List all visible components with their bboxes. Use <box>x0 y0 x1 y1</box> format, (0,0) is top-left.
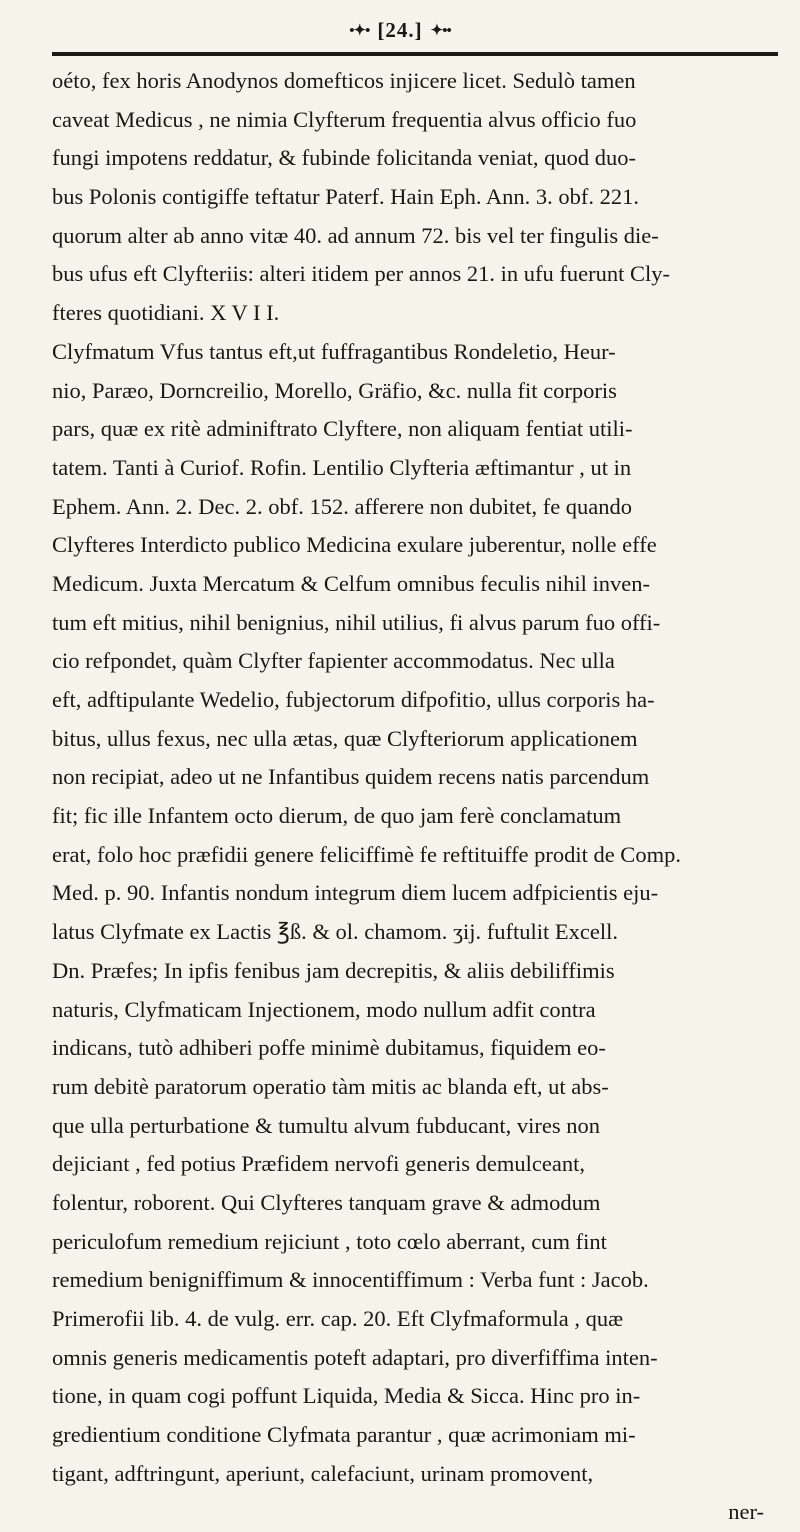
text-line: rum debitè paratorum operatio tàm mitis ac blanda eft, ut abs- <box>52 1073 609 1099</box>
text-line: Med. p. 90. Infantis nondum integrum diem lucem adfpicientis eju- <box>52 880 659 906</box>
text-line: bus ufus eft Clyfteriis: alteri itidem per annos 21. in ufu fuerunt Cly- <box>52 261 671 287</box>
catchword: ner- <box>728 1499 764 1525</box>
text-line: tatem. Tanti à Curiof. Rofin. Lentilio Clyfteria æftimantur , ut in <box>52 454 632 480</box>
text-line: tigant, adftringunt, aperiunt, calefaciunt, urinam promovent, <box>52 1460 594 1486</box>
page-number: [24.] <box>377 17 423 42</box>
text-line: Clyfteres Interdicto publico Medicina exulare juberentur, nolle effe <box>52 532 657 558</box>
text-line: latus Clyfmate ex Lactis ℥ß. & ol. chamom. ʒij. fuftulit Excell. <box>52 919 618 945</box>
text-line: indicans, tutò adhiberi poffe minimè dubitamus, fiquidem eo- <box>52 1035 606 1061</box>
text-line: Clyfmatum Vfus tantus eft,ut fuffragantibus Rondeletio, Heur- <box>52 338 616 364</box>
text-line: Primerofii lib. 4. de vulg. err. cap. 20. Eft Clyfmaformula , quæ <box>52 1306 624 1331</box>
text-line: cio refpondet, quàm Clyfter fapienter accommodatus. Nec ulla <box>52 648 615 674</box>
text-line: naturis, Clyfmaticam Injectionem, modo nullum adfit contra <box>52 996 596 1022</box>
ornament-left: •✦• <box>349 22 370 39</box>
text-line: eft, adftipulante Wedelio, fubjectorum difpofitio, ullus corporis ha- <box>52 687 655 712</box>
text-line: Ephem. Ann. 2. Dec. 2. obf. 152. afferere non dubitet, fe quando <box>52 493 633 519</box>
text-line: caveat Medicus , ne nimia Clyfterum frequentia alvus officio fuo <box>52 106 637 132</box>
text-line: periculofum remedium rejiciunt , toto cœlo aberrant, cum fint <box>52 1228 607 1254</box>
text-line: fit; fic ille Infantem octo dierum, de quo jam ferè conclamatum <box>52 803 622 829</box>
text-line: omnis generis medicamentis poteft adaptari, pro diverfiffima inten- <box>52 1344 658 1370</box>
text-line: que ulla perturbatione & tumultu alvum fubducant, vires non <box>52 1112 600 1138</box>
ornament-right: ✦•• <box>430 22 451 39</box>
text-line: Dn. Præfes; In ipfis fenibus jam decrepitis, & aliis debiliffimis <box>52 957 615 983</box>
text-line: folentur, roborent. Qui Clyfteres tanquam grave & admodum <box>52 1189 601 1215</box>
text-line: erat, folo hoc præfidii genere feliciffimè fe reftituiffe prodit de Comp. <box>52 841 681 867</box>
text-line: tum eft mitius, nihil benignius, nihil utilius, fi alvus parum fuo offi- <box>52 609 661 635</box>
text-line: non recipiat, adeo ut ne Infantibus quidem recens natis parcendum <box>52 764 650 790</box>
text-line: tione, in quam cogi poffunt Liquida, Media & Sicca. Hinc pro in- <box>52 1383 641 1409</box>
text-line: pars, quæ ex ritè adminiftrato Clyftere, non aliquam fentiat utili- <box>52 416 633 442</box>
text-line: remedium benigniffimum & innocentiffimum : Verba funt : Jacob. <box>52 1267 649 1293</box>
text-line: fungi impotens reddatur, & fubinde folicitanda veniat, quod duo- <box>52 145 636 171</box>
running-head <box>0 12 800 48</box>
text-line: bus Polonis contigiffe teftatur Paterf. Hain Eph. Ann. 3. obf. 221. <box>52 184 639 210</box>
text-line: Medicum. Juxta Mercatum & Celfum omnibus feculis nihil inven- <box>52 570 651 596</box>
text-line: quorum alter ab anno vitæ 40. ad annum 72. bis vel ter fingulis die- <box>52 222 659 248</box>
text-line: dejiciant , fed potius Præfidem nervofi generis demulceant, <box>52 1151 585 1177</box>
text-line: bitus, ullus fexus, nec ulla ætas, quæ Clyfteriorum applicationem <box>52 725 638 751</box>
text-line: fteres quotidiani. X V I I. <box>52 300 280 326</box>
text-line: gredientium conditione Clyfmata parantur , quæ acrimoniam mi- <box>52 1422 636 1448</box>
header-rule <box>52 52 778 56</box>
text-line: nio, Paræo, Dorncreilio, Morello, Gräfio, &c. nulla fit corporis <box>52 377 617 403</box>
body-text <box>52 62 782 1532</box>
text-line: oéto, fex horis Anodynos domefticos injicere licet. Sedulò tamen <box>52 68 636 93</box>
